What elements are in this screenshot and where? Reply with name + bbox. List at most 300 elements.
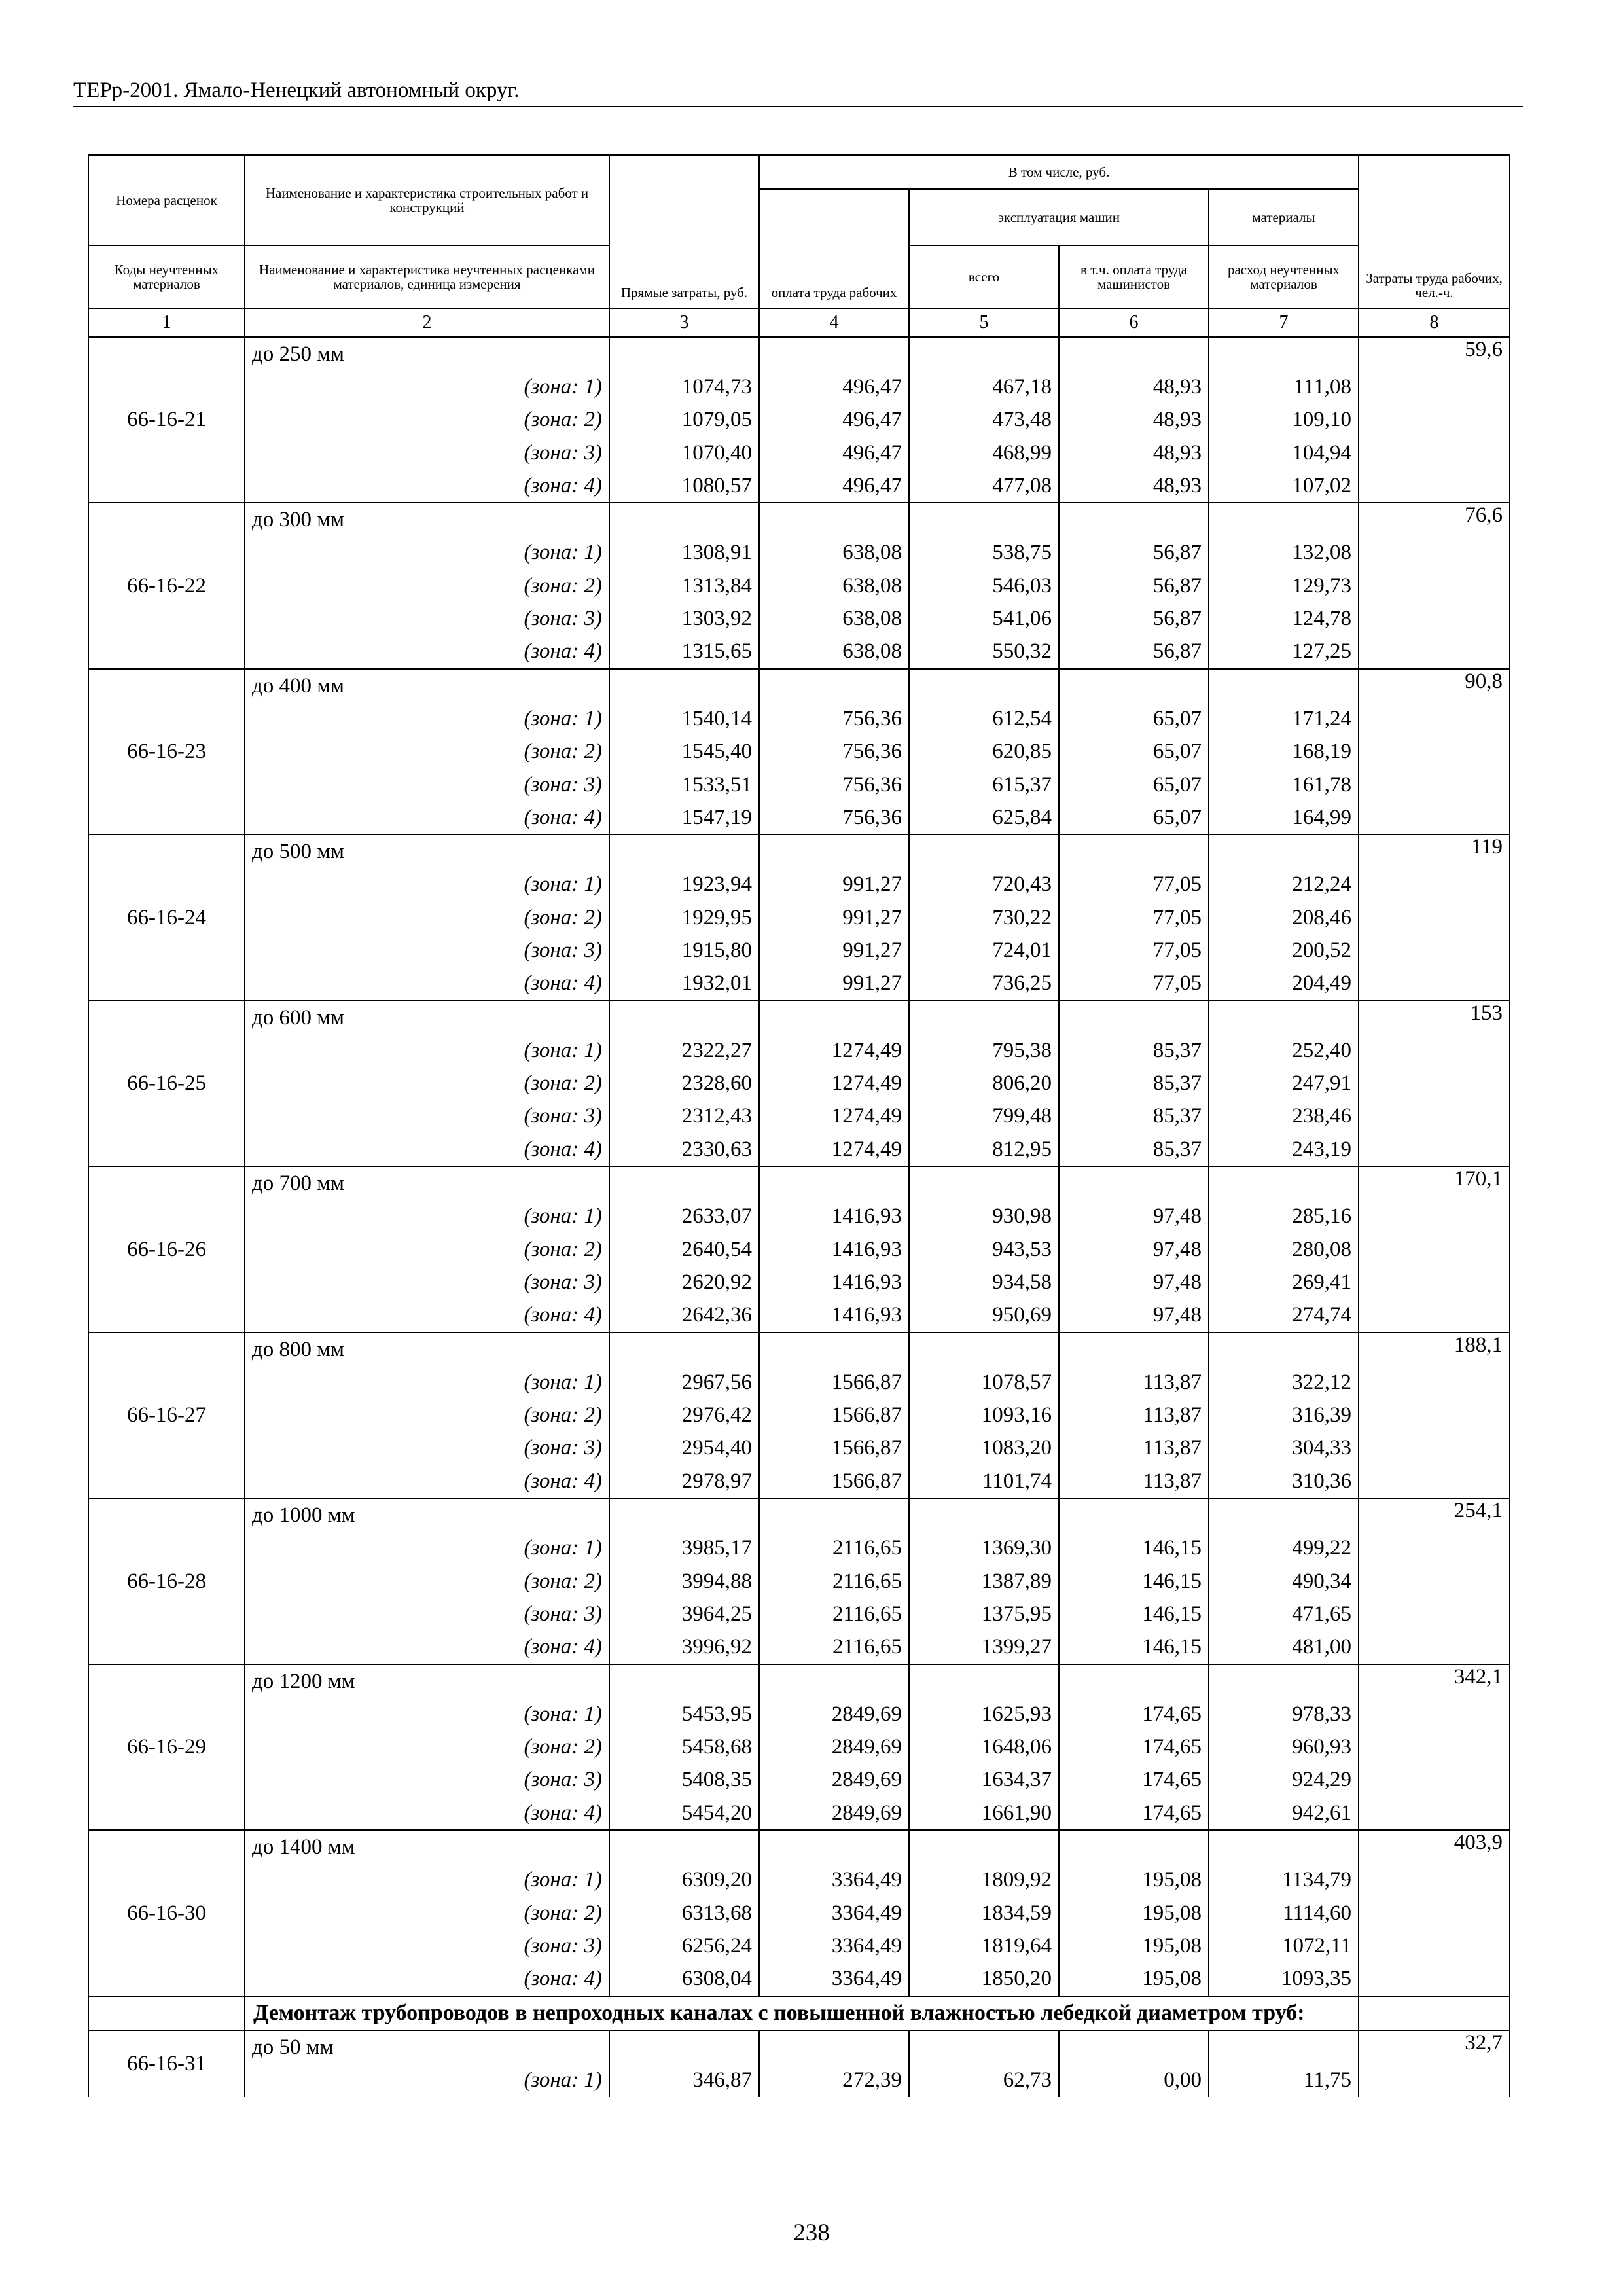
header-material-codes: Коды неучтенных материалов	[88, 245, 245, 308]
zone-label: (зона: 2)	[245, 1565, 609, 1598]
wages: 638,08	[759, 602, 909, 635]
machines-total: 467,18	[909, 370, 1059, 403]
materials: 107,02	[1209, 469, 1359, 503]
machinist-wages: 56,87	[1059, 636, 1209, 669]
wages: 272,39	[759, 2064, 909, 2096]
wages: 2849,69	[759, 1797, 909, 1830]
direct-costs: 5453,95	[609, 1698, 759, 1731]
zone-row	[88, 1897, 1510, 1929]
wages: 2849,69	[759, 1764, 909, 1797]
materials: 111,08	[1209, 370, 1359, 403]
zone-label: (зона: 2)	[245, 901, 609, 934]
direct-costs: 1303,92	[609, 602, 759, 635]
zone-label: (зона: 1)	[245, 702, 609, 735]
materials: 1093,35	[1209, 1963, 1359, 1996]
column-number: 8	[1359, 308, 1510, 337]
direct-costs: 2954,40	[609, 1432, 759, 1465]
empty-cell	[909, 1498, 1059, 1532]
machinist-wages: 65,07	[1059, 702, 1209, 735]
materials: 168,19	[1209, 736, 1359, 768]
empty-cell	[909, 669, 1059, 702]
direct-costs: 2640,54	[609, 1233, 759, 1266]
machinist-wages: 85,37	[1059, 1100, 1209, 1133]
machines-total: 806,20	[909, 1067, 1059, 1100]
zone-label: (зона: 4)	[245, 967, 609, 1001]
rate-code: 66-16-24	[88, 834, 245, 1000]
machinist-wages: 48,93	[1059, 370, 1209, 403]
zone-row	[88, 1432, 1510, 1465]
zone-row	[88, 437, 1510, 469]
zone-row	[88, 1366, 1510, 1399]
machinist-wages: 48,93	[1059, 437, 1209, 469]
empty-cell	[1209, 1001, 1359, 1034]
materials: 978,33	[1209, 1698, 1359, 1731]
rate-name: до 500 мм	[245, 834, 609, 868]
header-direct-costs: Прямые затраты, руб.	[609, 155, 759, 308]
header-codes: Номера расценок	[88, 155, 245, 245]
zone-label: (зона: 4)	[245, 801, 609, 834]
machinist-wages: 77,05	[1059, 967, 1209, 1001]
machines-total: 730,22	[909, 901, 1059, 934]
zone-label: (зона: 2)	[245, 736, 609, 768]
machinist-wages: 77,05	[1059, 869, 1209, 901]
wages: 1416,93	[759, 1233, 909, 1266]
zone-label: (зона: 1)	[245, 2064, 609, 2096]
rate-group-row	[88, 1001, 1510, 1034]
empty-cell	[609, 834, 759, 868]
header-materials: материалы	[1209, 189, 1359, 245]
zone-row	[88, 1698, 1510, 1731]
empty-cell	[609, 1830, 759, 1863]
machinist-wages: 56,87	[1059, 602, 1209, 635]
empty-cell	[609, 1664, 759, 1698]
materials: 1072,11	[1209, 1929, 1359, 1962]
header-labor: Затраты труда рабочих, чел.-ч.	[1359, 155, 1510, 308]
header-machinist-wages: в т.ч. оплата труда машинистов	[1059, 245, 1209, 308]
labor-cost: 188,1	[1359, 1333, 1510, 1498]
empty-cell	[609, 503, 759, 536]
materials: 212,24	[1209, 869, 1359, 901]
machines-total: 943,53	[909, 1233, 1059, 1266]
wages: 496,47	[759, 437, 909, 469]
machines-total: 1809,92	[909, 1864, 1059, 1897]
zone-row	[88, 1797, 1510, 1830]
rate-name: до 1400 мм	[245, 1830, 609, 1863]
direct-costs: 2620,92	[609, 1266, 759, 1299]
rate-group-row	[88, 2030, 1510, 2064]
labor-cost: 153	[1359, 1001, 1510, 1166]
zone-label: (зона: 1)	[245, 1366, 609, 1399]
empty-cell	[1059, 1830, 1209, 1863]
zone-label: (зона: 3)	[245, 934, 609, 967]
zone-label: (зона: 1)	[245, 1200, 609, 1233]
wages: 756,36	[759, 702, 909, 735]
header-machines: эксплуатация машин	[909, 189, 1209, 245]
zone-row	[88, 1565, 1510, 1598]
materials: 164,99	[1209, 801, 1359, 834]
materials: 471,65	[1209, 1598, 1359, 1630]
materials: 11,75	[1209, 2064, 1359, 2096]
rate-code: 66-16-25	[88, 1001, 245, 1166]
zone-row	[88, 1929, 1510, 1962]
zone-label: (зона: 3)	[245, 1266, 609, 1299]
empty-cell	[1059, 337, 1209, 370]
rate-code: 66-16-29	[88, 1664, 245, 1830]
machines-total: 795,38	[909, 1034, 1059, 1067]
empty-cell	[1059, 503, 1209, 536]
machines-total: 1093,16	[909, 1399, 1059, 1432]
direct-costs: 1915,80	[609, 934, 759, 967]
direct-costs: 2330,63	[609, 1133, 759, 1166]
machinist-wages: 56,87	[1059, 569, 1209, 602]
empty-cell	[759, 1498, 909, 1532]
direct-costs: 2328,60	[609, 1067, 759, 1100]
direct-costs: 2642,36	[609, 1299, 759, 1333]
direct-costs: 1313,84	[609, 569, 759, 602]
empty-cell	[609, 1333, 759, 1366]
zone-row	[88, 869, 1510, 901]
materials: 124,78	[1209, 602, 1359, 635]
zone-row	[88, 602, 1510, 635]
zone-row	[88, 1598, 1510, 1630]
machinist-wages: 85,37	[1059, 1133, 1209, 1166]
zone-row	[88, 1963, 1510, 1996]
wages: 1416,93	[759, 1266, 909, 1299]
zone-label: (зона: 2)	[245, 404, 609, 437]
machinist-wages: 113,87	[1059, 1465, 1209, 1498]
zone-label: (зона: 4)	[245, 1631, 609, 1664]
rate-code: 66-16-30	[88, 1830, 245, 1996]
zone-row	[88, 1100, 1510, 1133]
wages: 2116,65	[759, 1532, 909, 1565]
zone-row	[88, 1067, 1510, 1100]
machines-total: 1634,37	[909, 1764, 1059, 1797]
machines-total: 1850,20	[909, 1963, 1059, 1996]
machinist-wages: 48,93	[1059, 404, 1209, 437]
zone-row	[88, 569, 1510, 602]
wages: 638,08	[759, 537, 909, 569]
wages: 496,47	[759, 469, 909, 503]
zone-row	[88, 1200, 1510, 1233]
machines-total: 615,37	[909, 768, 1059, 801]
machines-total: 720,43	[909, 869, 1059, 901]
machines-total: 1101,74	[909, 1465, 1059, 1498]
wages: 991,27	[759, 901, 909, 934]
machines-total: 1819,64	[909, 1929, 1059, 1962]
materials: 490,34	[1209, 1565, 1359, 1598]
machinist-wages: 174,65	[1059, 1764, 1209, 1797]
machinist-wages: 113,87	[1059, 1366, 1209, 1399]
zone-label: (зона: 4)	[245, 1963, 609, 1996]
materials: 316,39	[1209, 1399, 1359, 1432]
machines-total: 1369,30	[909, 1532, 1059, 1565]
zone-label: (зона: 4)	[245, 636, 609, 669]
empty-cell	[609, 669, 759, 702]
machines-total: 541,06	[909, 602, 1059, 635]
direct-costs: 5454,20	[609, 1797, 759, 1830]
wages: 3364,49	[759, 1864, 909, 1897]
wages: 3364,49	[759, 1963, 909, 1996]
materials: 171,24	[1209, 702, 1359, 735]
rate-group-row	[88, 1166, 1510, 1200]
wages: 991,27	[759, 869, 909, 901]
empty-cell	[609, 1001, 759, 1034]
materials: 285,16	[1209, 1200, 1359, 1233]
empty-cell	[609, 1498, 759, 1532]
empty-cell	[1209, 1664, 1359, 1698]
rate-group-row	[88, 834, 1510, 868]
direct-costs: 2322,27	[609, 1034, 759, 1067]
empty-cell	[1209, 1166, 1359, 1200]
direct-costs: 1929,95	[609, 901, 759, 934]
zone-label: (зона: 1)	[245, 370, 609, 403]
direct-costs: 2976,42	[609, 1399, 759, 1432]
zone-label: (зона: 1)	[245, 537, 609, 569]
materials: 304,33	[1209, 1432, 1359, 1465]
machines-total: 1834,59	[909, 1897, 1059, 1929]
zone-label: (зона: 3)	[245, 437, 609, 469]
labor-cost: 170,1	[1359, 1166, 1510, 1332]
empty-cell	[909, 834, 1059, 868]
direct-costs: 1315,65	[609, 636, 759, 669]
labor-cost: 59,6	[1359, 337, 1510, 503]
machines-total: 625,84	[909, 801, 1059, 834]
zone-label: (зона: 3)	[245, 1929, 609, 1962]
machines-total: 1078,57	[909, 1366, 1059, 1399]
machinist-wages: 113,87	[1059, 1432, 1209, 1465]
direct-costs: 1923,94	[609, 869, 759, 901]
materials: 252,40	[1209, 1034, 1359, 1067]
machines-total: 477,08	[909, 469, 1059, 503]
rate-name: до 400 мм	[245, 669, 609, 702]
rate-group-row	[88, 1664, 1510, 1698]
machines-total: 930,98	[909, 1200, 1059, 1233]
machines-total: 724,01	[909, 934, 1059, 967]
materials: 960,93	[1209, 1731, 1359, 1763]
machines-total: 612,54	[909, 702, 1059, 735]
wages: 2116,65	[759, 1631, 909, 1664]
empty-cell	[759, 1333, 909, 1366]
rate-code: 66-16-21	[88, 337, 245, 503]
zone-row	[88, 469, 1510, 503]
header-material-name: Наименование и характеристика неучтенных расценками материалов, единица измерения	[245, 245, 609, 308]
empty-cell	[759, 1664, 909, 1698]
wages: 1566,87	[759, 1366, 909, 1399]
wages: 638,08	[759, 636, 909, 669]
table-head	[88, 155, 1510, 308]
wages: 1274,49	[759, 1067, 909, 1100]
materials: 208,46	[1209, 901, 1359, 934]
labor-cost: 254,1	[1359, 1498, 1510, 1664]
zone-label: (зона: 2)	[245, 569, 609, 602]
machines-total: 1083,20	[909, 1432, 1059, 1465]
zone-row	[88, 1731, 1510, 1763]
machinist-wages: 146,15	[1059, 1598, 1209, 1630]
rate-name: до 800 мм	[245, 1333, 609, 1366]
materials: 310,36	[1209, 1465, 1359, 1498]
zone-label: (зона: 4)	[245, 1465, 609, 1498]
materials: 322,12	[1209, 1366, 1359, 1399]
machines-total: 473,48	[909, 404, 1059, 437]
column-numbers-row	[88, 308, 1510, 337]
section-title: Демонтаж трубопроводов в непроходных каналах с повышенной влажностью лебедкой диаметром труб:	[245, 1996, 1359, 2030]
materials: 269,41	[1209, 1266, 1359, 1299]
empty-cell	[909, 1664, 1059, 1698]
direct-costs: 346,87	[609, 2064, 759, 2096]
column-number: 2	[245, 308, 609, 337]
materials: 924,29	[1209, 1764, 1359, 1797]
labor-cost: 76,6	[1359, 503, 1510, 668]
zone-label: (зона: 2)	[245, 1731, 609, 1763]
zone-row	[88, 636, 1510, 669]
materials: 280,08	[1209, 1233, 1359, 1266]
wages: 1416,93	[759, 1200, 909, 1233]
zone-row	[88, 1864, 1510, 1897]
materials: 499,22	[1209, 1532, 1359, 1565]
zone-label: (зона: 1)	[245, 1532, 609, 1565]
direct-costs: 6309,20	[609, 1864, 759, 1897]
rate-name: до 1000 мм	[245, 1498, 609, 1532]
direct-costs: 6308,04	[609, 1963, 759, 1996]
zone-row	[88, 1133, 1510, 1166]
zone-label: (зона: 1)	[245, 869, 609, 901]
rate-code: 66-16-23	[88, 669, 245, 834]
column-number: 1	[88, 308, 245, 337]
machinist-wages: 65,07	[1059, 801, 1209, 834]
materials: 104,94	[1209, 437, 1359, 469]
materials: 243,19	[1209, 1133, 1359, 1166]
machines-total: 1399,27	[909, 1631, 1059, 1664]
zone-label: (зона: 3)	[245, 1100, 609, 1133]
wages: 2116,65	[759, 1598, 909, 1630]
rate-code: 66-16-28	[88, 1498, 245, 1664]
zone-label: (зона: 4)	[245, 1299, 609, 1333]
machines-total: 736,25	[909, 967, 1059, 1001]
zone-row	[88, 1399, 1510, 1432]
machinist-wages: 85,37	[1059, 1034, 1209, 1067]
column-number: 6	[1059, 308, 1209, 337]
empty-cell	[1209, 503, 1359, 536]
empty-cell	[909, 1001, 1059, 1034]
wages: 496,47	[759, 370, 909, 403]
machines-total: 1661,90	[909, 1797, 1059, 1830]
wages: 3364,49	[759, 1929, 909, 1962]
materials: 942,61	[1209, 1797, 1359, 1830]
wages: 756,36	[759, 736, 909, 768]
machinist-wages: 77,05	[1059, 934, 1209, 967]
machines-total: 620,85	[909, 736, 1059, 768]
machinist-wages: 56,87	[1059, 537, 1209, 569]
machines-total: 1387,89	[909, 1565, 1059, 1598]
zone-label: (зона: 3)	[245, 1764, 609, 1797]
zone-row	[88, 801, 1510, 834]
rate-name: до 700 мм	[245, 1166, 609, 1200]
empty-cell	[909, 337, 1059, 370]
empty-cell	[759, 1830, 909, 1863]
header-wages: оплата труда рабочих	[759, 189, 909, 308]
machinist-wages: 146,15	[1059, 1532, 1209, 1565]
section-title-row	[88, 1996, 1510, 2030]
empty-cell	[1209, 1498, 1359, 1532]
zone-row	[88, 1764, 1510, 1797]
machinist-wages: 65,07	[1059, 768, 1209, 801]
empty-cell	[759, 337, 909, 370]
labor-cost: 32,7	[1359, 2030, 1510, 2097]
machinist-wages: 174,65	[1059, 1797, 1209, 1830]
zone-label: (зона: 4)	[245, 1133, 609, 1166]
empty-cell	[1059, 1664, 1209, 1698]
empty-cell	[1209, 1830, 1359, 1863]
zone-label: (зона: 3)	[245, 1598, 609, 1630]
empty-cell	[909, 1830, 1059, 1863]
materials: 129,73	[1209, 569, 1359, 602]
zone-label: (зона: 2)	[245, 1897, 609, 1929]
machinist-wages: 113,87	[1059, 1399, 1209, 1432]
zone-label: (зона: 4)	[245, 1797, 609, 1830]
machinist-wages: 195,08	[1059, 1929, 1209, 1962]
materials: 1134,79	[1209, 1864, 1359, 1897]
direct-costs: 3994,88	[609, 1565, 759, 1598]
rate-group-row	[88, 1830, 1510, 1863]
empty-cell	[759, 669, 909, 702]
zone-row	[88, 404, 1510, 437]
zone-label: (зона: 4)	[245, 469, 609, 503]
labor-cost: 403,9	[1359, 1830, 1510, 1996]
empty-cell	[759, 503, 909, 536]
zone-label: (зона: 1)	[245, 1864, 609, 1897]
machinist-wages: 77,05	[1059, 901, 1209, 934]
rate-name: до 300 мм	[245, 503, 609, 536]
materials: 274,74	[1209, 1299, 1359, 1333]
empty-cell	[1359, 1996, 1510, 2030]
header-machines-total: всего	[909, 245, 1059, 308]
direct-costs: 2967,56	[609, 1366, 759, 1399]
empty-cell	[759, 2030, 909, 2064]
column-number: 4	[759, 308, 909, 337]
machinist-wages: 0,00	[1059, 2064, 1209, 2096]
empty-cell	[759, 834, 909, 868]
wages: 1566,87	[759, 1399, 909, 1432]
labor-cost: 342,1	[1359, 1664, 1510, 1830]
zone-row	[88, 901, 1510, 934]
rate-name: до 50 мм	[245, 2030, 609, 2064]
direct-costs: 1074,73	[609, 370, 759, 403]
materials: 161,78	[1209, 768, 1359, 801]
empty-cell	[909, 503, 1059, 536]
machines-total: 468,99	[909, 437, 1059, 469]
zone-label: (зона: 1)	[245, 1698, 609, 1731]
wages: 991,27	[759, 967, 909, 1001]
wages: 1274,49	[759, 1133, 909, 1166]
zone-row	[88, 768, 1510, 801]
wages: 756,36	[759, 768, 909, 801]
machines-total: 550,32	[909, 636, 1059, 669]
zone-row	[88, 537, 1510, 569]
zone-label: (зона: 3)	[245, 602, 609, 635]
direct-costs: 1547,19	[609, 801, 759, 834]
empty-cell	[609, 337, 759, 370]
rate-group-row	[88, 669, 1510, 702]
column-number: 5	[909, 308, 1059, 337]
materials: 127,25	[1209, 636, 1359, 669]
zone-row	[88, 934, 1510, 967]
wages: 756,36	[759, 801, 909, 834]
direct-costs: 1070,40	[609, 437, 759, 469]
direct-costs: 1308,91	[609, 537, 759, 569]
direct-costs: 3964,25	[609, 1598, 759, 1630]
labor-cost: 90,8	[1359, 669, 1510, 834]
rate-code: 66-16-31	[88, 2030, 245, 2097]
